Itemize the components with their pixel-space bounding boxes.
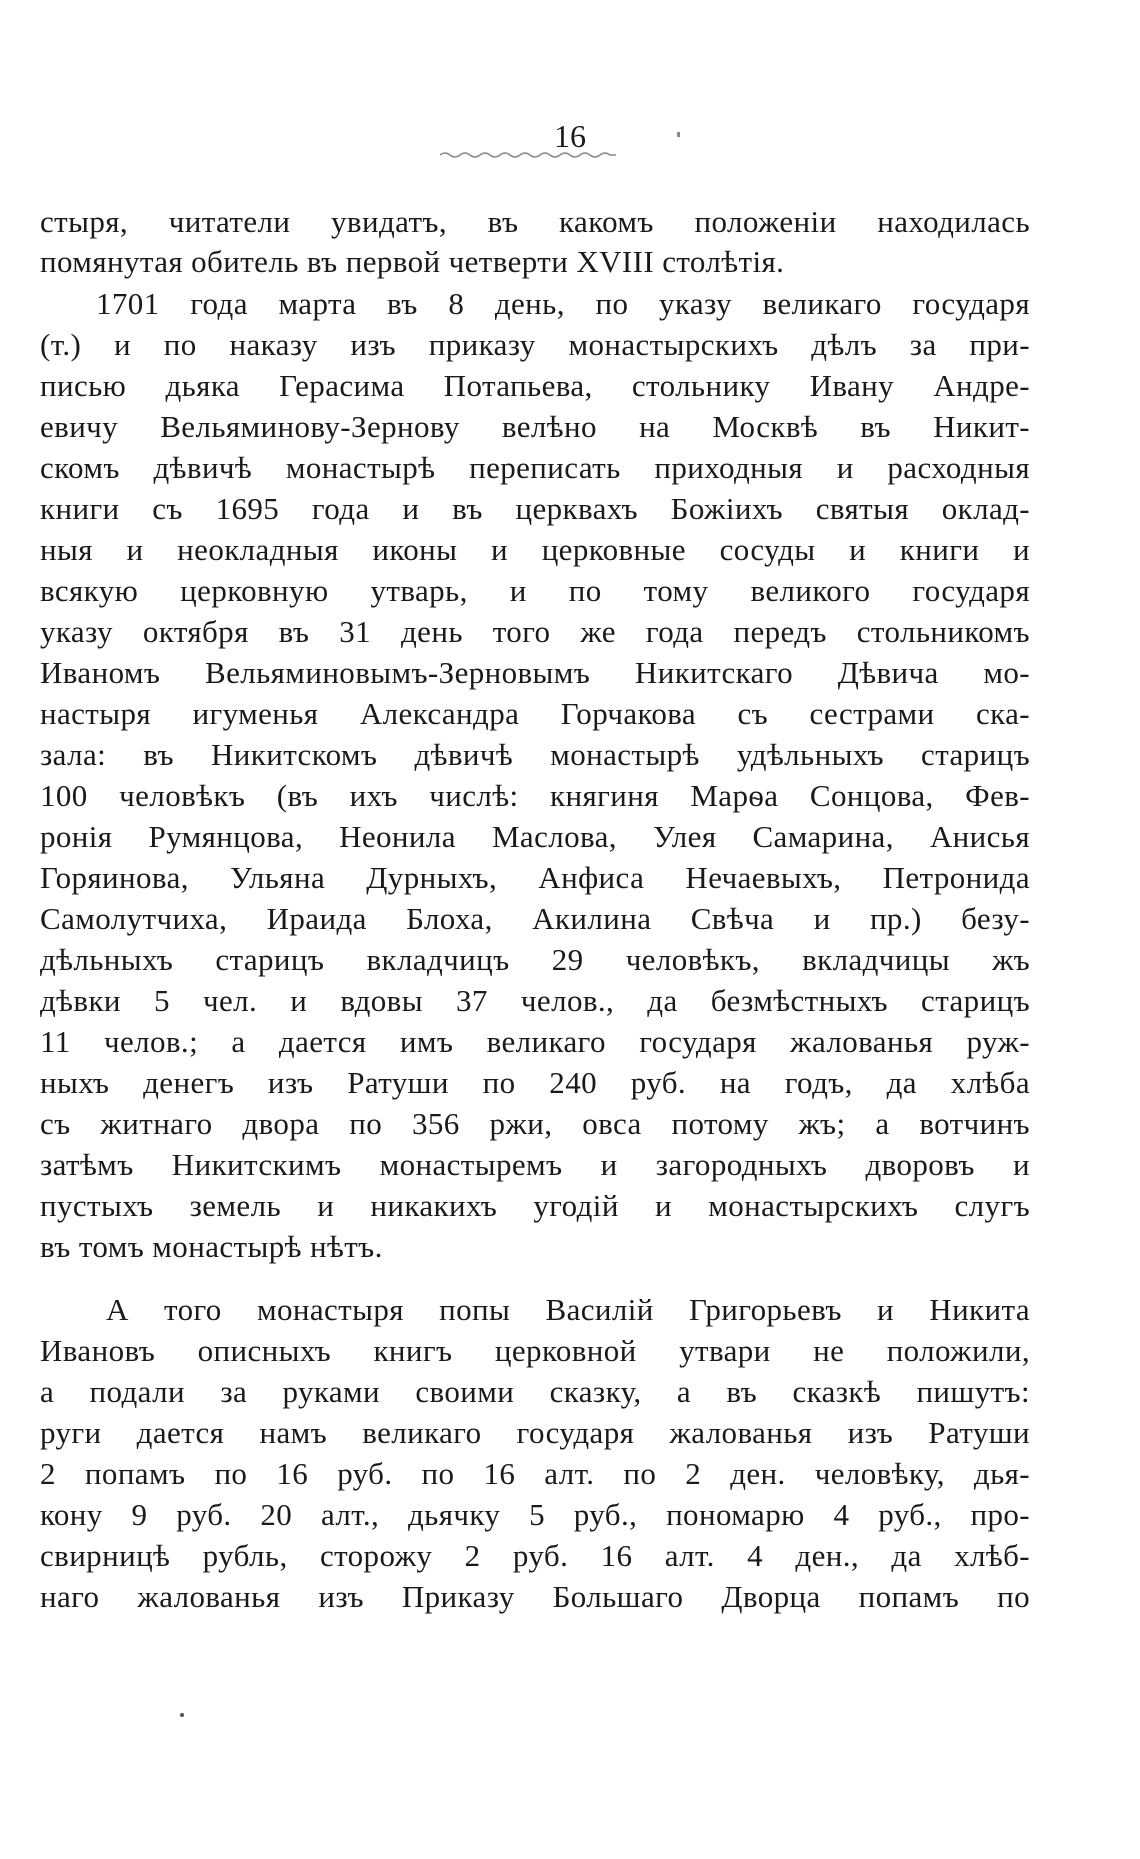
text-line: затѣмъ Никитскимъ монастыремъ и загородныхъ дворовъ и bbox=[40, 1147, 1030, 1182]
text-line: кону 9 руб. 20 алт., дьячку 5 руб., пономарю 4 руб., про- bbox=[40, 1497, 1030, 1532]
text-line: Горяинова, Ульяна Дурныхъ, Анфиса Нечаевыхъ, Петронида bbox=[40, 860, 1030, 895]
page-number: 16 bbox=[554, 118, 586, 154]
text-line: дѣвки 5 чел. и вдовы 37 челов., да безмѣстныхъ старицъ bbox=[40, 983, 1030, 1018]
text-line: а подали за руками своими сказку, а въ сказкѣ пишутъ: bbox=[40, 1374, 1030, 1409]
text-line: всякую церковную утварь, и по тому великого государя bbox=[40, 573, 1030, 608]
text-line: евичу Вельяминову-Зернову велѣно на Москвѣ въ Никит- bbox=[40, 409, 1030, 444]
text-line: наго жалованья изъ Приказу Большаго Дворца попамъ по bbox=[40, 1579, 1030, 1614]
text-line: свирницѣ рубль, сторожу 2 руб. 16 алт. 4 ден., да хлѣб- bbox=[40, 1538, 1030, 1573]
text-line: зала: въ Никитскомъ дѣвичѣ монастырѣ удѣльныхъ старицъ bbox=[40, 737, 1030, 772]
text-line: 1701 года марта въ 8 день, по указу великаго государя bbox=[96, 286, 1030, 321]
text-line: съ житнаго двора по 356 ржи, овса потому жъ; а вотчинъ bbox=[40, 1106, 1030, 1141]
text-line: Ивановъ описныхъ книгъ церковной утвари не положили, bbox=[40, 1333, 1030, 1368]
stray-mark bbox=[180, 1713, 184, 1717]
text-line: стыря, читатели увидатъ, въ какомъ положеніи находилась bbox=[40, 204, 1030, 239]
text-line: ронія Румянцова, Неонила Маслова, Улея Самарина, Анисья bbox=[40, 819, 1030, 854]
text-line: книги съ 1695 года и въ церквахъ Божіихъ святыя оклад- bbox=[40, 491, 1030, 526]
text-line: 2 попамъ по 16 руб. по 16 алт. по 2 ден. человѣку, дья- bbox=[40, 1456, 1030, 1491]
decorative-rule-icon bbox=[440, 150, 616, 160]
stray-mark bbox=[677, 132, 680, 137]
text-line: настыря игуменья Александра Горчакова съ сестрами ска- bbox=[40, 696, 1030, 731]
text-line: скомъ дѣвичѣ монастырѣ переписать приходныя и расходныя bbox=[40, 450, 1030, 485]
text-line: писью дьяка Герасима Потапьева, стольнику Ивану Андре- bbox=[40, 368, 1030, 403]
text-line: (т.) и по наказу изъ приказу монастырскихъ дѣлъ за при- bbox=[40, 327, 1030, 362]
text-line: руги дается намъ великаго государя жалованья изъ Ратуши bbox=[40, 1415, 1030, 1450]
text-line: А того монастыря попы Василій Григорьевъ и Никита bbox=[106, 1292, 1030, 1327]
text-line: ныя и неокладныя иконы и церковные сосуды и книги и bbox=[40, 532, 1030, 567]
text-line: указу октября въ 31 день того же года передъ стольникомъ bbox=[40, 614, 1030, 649]
text-line: помянутая обитель въ первой четверти XVIII столѣтія. bbox=[40, 244, 785, 279]
text-line: пустыхъ земель и никакихъ угодій и монастырскихъ слугъ bbox=[40, 1188, 1030, 1223]
text-line: 100 человѣкъ (въ ихъ числѣ: княгиня Марѳа Сонцова, Фев- bbox=[40, 778, 1030, 813]
text-line: Иваномъ Вельяминовымъ-Зерновымъ Никитскаго Дѣвича мо- bbox=[40, 655, 1030, 690]
text-line: дѣльныхъ старицъ вкладчицъ 29 человѣкъ, вкладчицы жъ bbox=[40, 942, 1030, 977]
text-line: 11 челов.; а дается имъ великаго государя жалованья руж- bbox=[40, 1024, 1030, 1059]
text-line: ныхъ денегъ изъ Ратуши по 240 руб. на годъ, да хлѣба bbox=[40, 1065, 1030, 1100]
text-line: въ томъ монастырѣ нѣтъ. bbox=[40, 1229, 383, 1264]
text-line: Самолутчиха, Ираида Блоха, Акилина Свѣча и пр.) безу- bbox=[40, 901, 1030, 936]
